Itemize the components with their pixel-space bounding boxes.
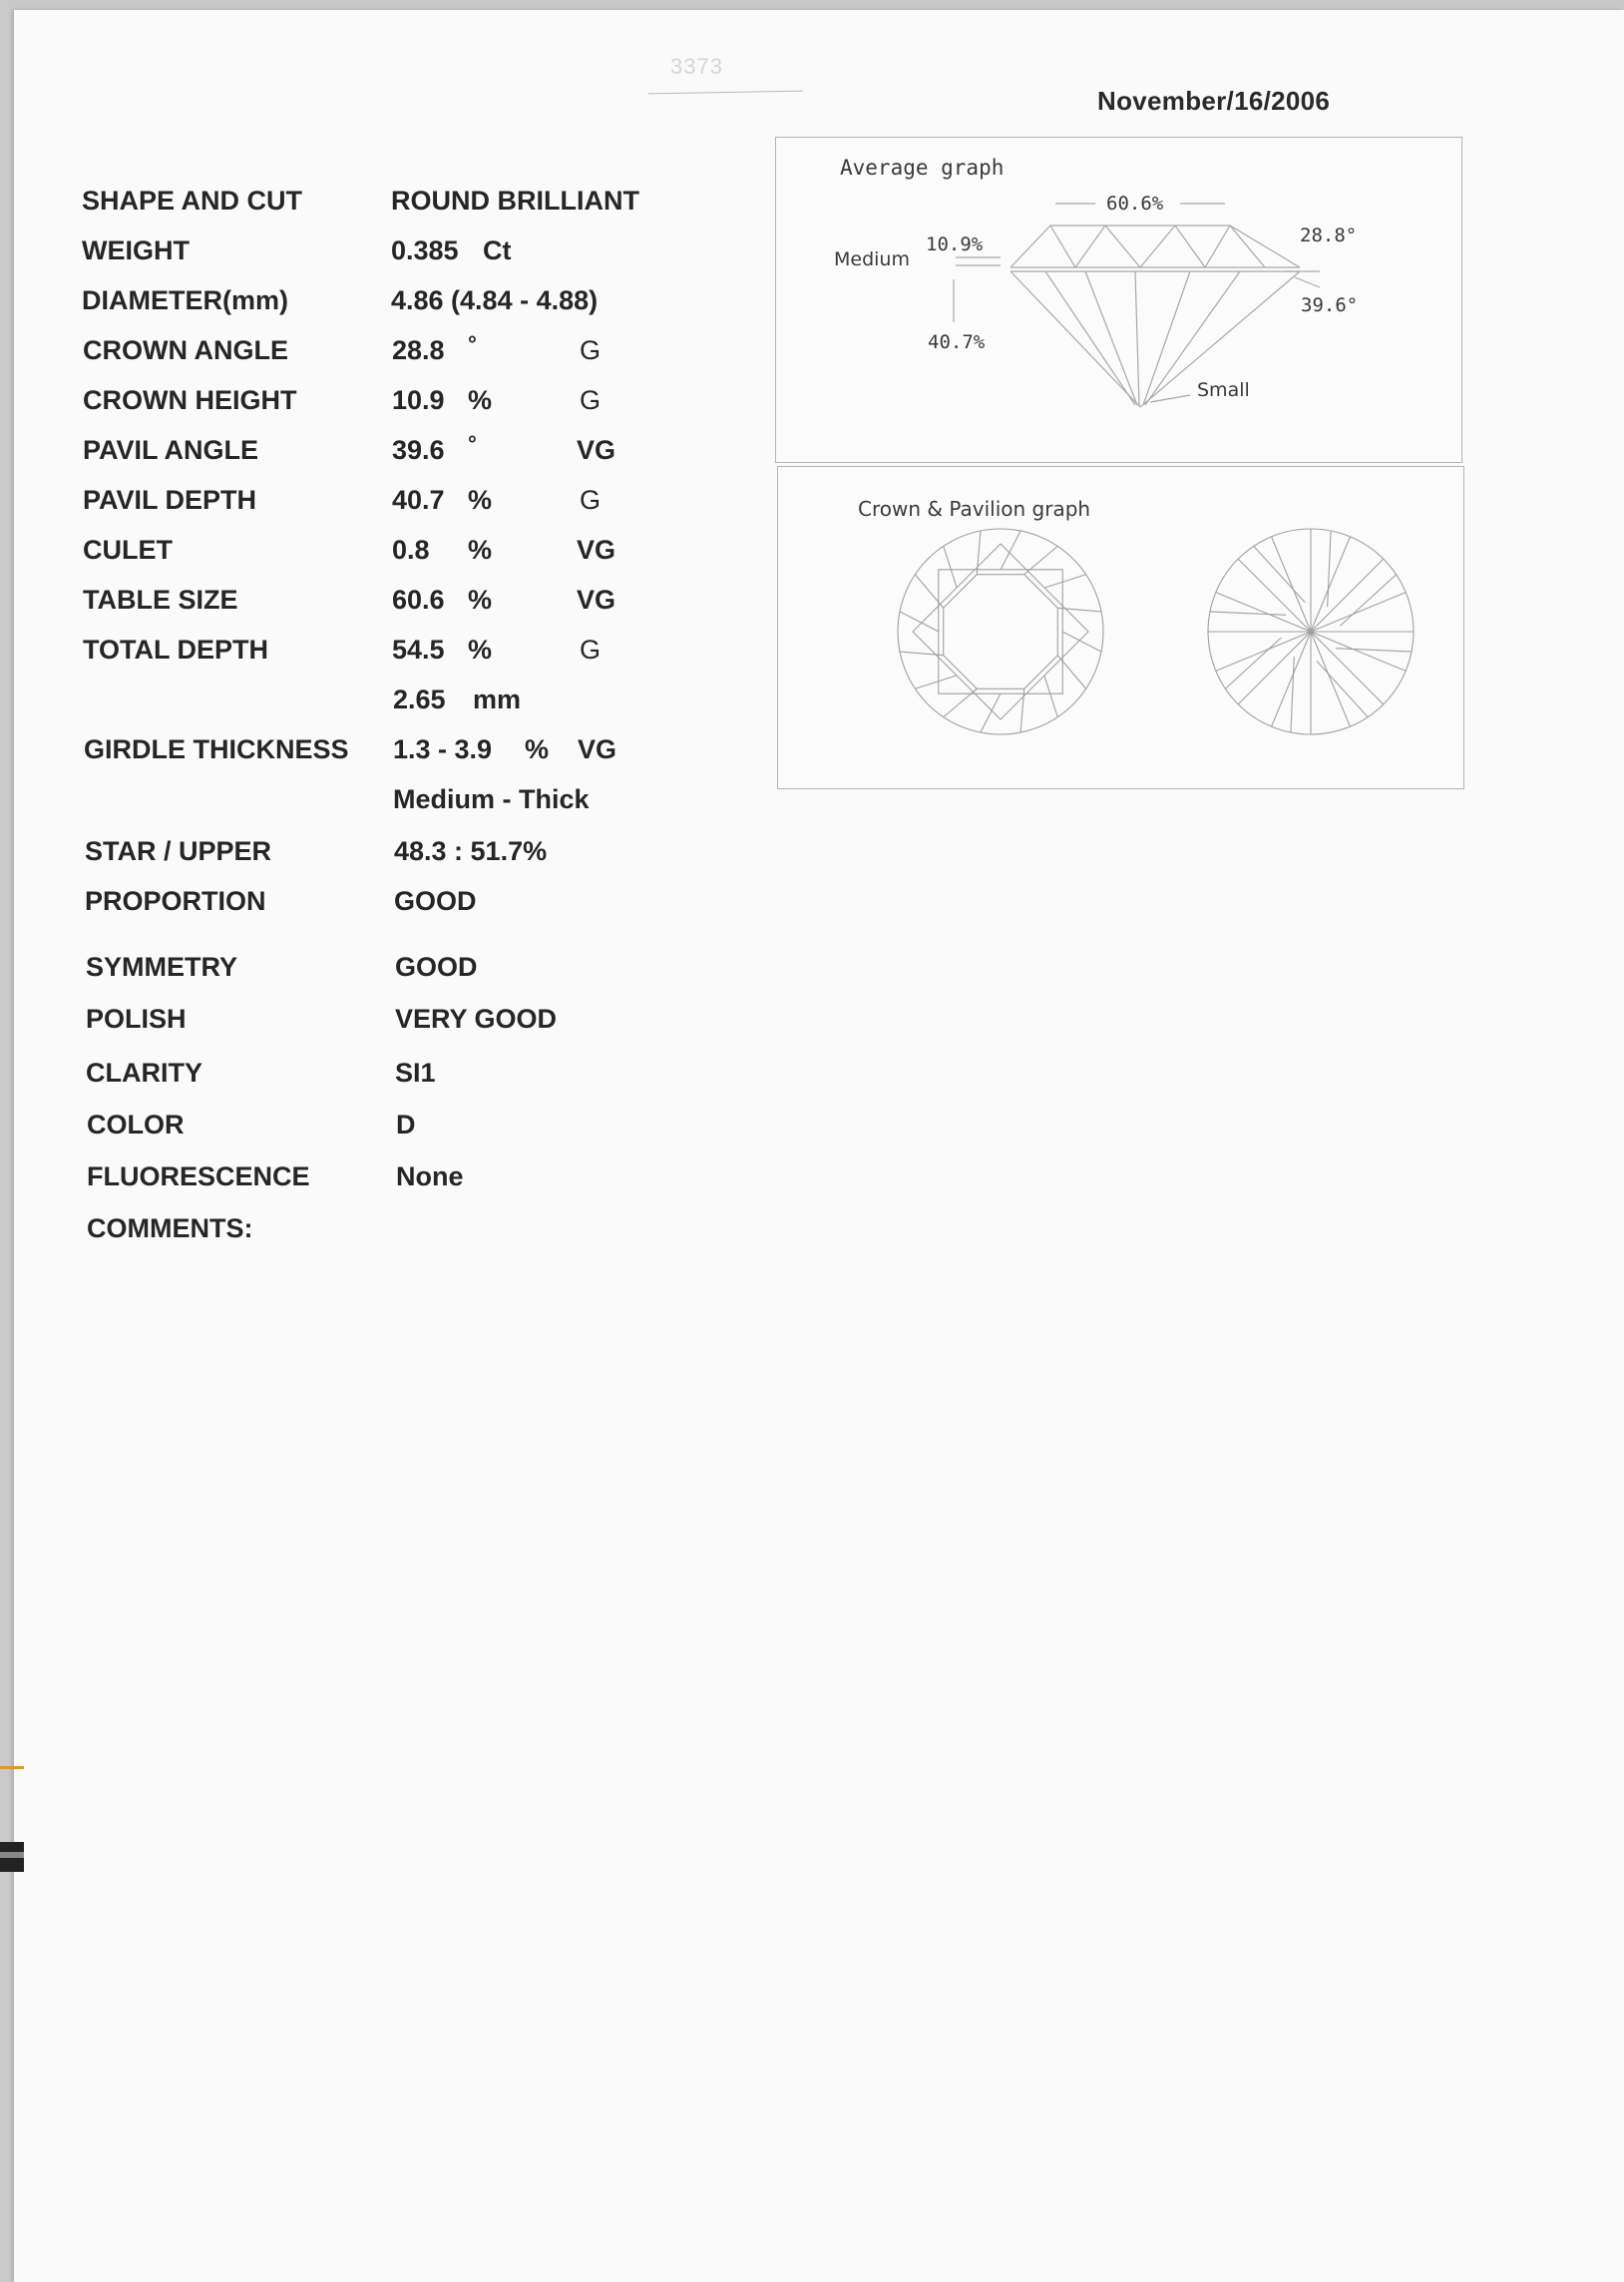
- spec-value: 1.3 - 3.9: [393, 734, 493, 764]
- average-graph-panel: [775, 137, 1462, 463]
- spec-row: [84, 734, 682, 774]
- spec-row: [85, 836, 683, 876]
- culet-label: Small: [1197, 379, 1250, 401]
- crown-pavilion-graph-panel: [777, 466, 1464, 789]
- spec-label: TOTAL DEPTH: [83, 635, 269, 665]
- pavilion-depth-label: 40.7%: [928, 331, 986, 353]
- spec-label: POLISH: [86, 1004, 187, 1034]
- spec-row: [86, 1058, 684, 1098]
- spec-grade: G: [580, 485, 602, 515]
- spec-value: Medium - Thick: [393, 784, 590, 814]
- spec-value: None: [396, 1161, 464, 1191]
- spec-value: 39.6: [392, 435, 445, 465]
- spec-value: 0.8: [392, 535, 430, 565]
- crown-height-label: 10.9%: [926, 233, 984, 255]
- spec-unit: %: [525, 734, 550, 764]
- spec-row: [83, 331, 681, 375]
- crown-angle-label: 28.8°: [1300, 225, 1358, 246]
- spec-unit: °: [468, 431, 477, 456]
- spec-value: GOOD: [395, 952, 478, 982]
- spec-unit: Ct: [483, 235, 512, 265]
- spec-unit: mm: [473, 685, 522, 714]
- spec-row: [83, 535, 681, 575]
- spec-row: [82, 186, 680, 226]
- spec-label: PROPORTION: [85, 886, 266, 916]
- spec-label: WEIGHT: [82, 235, 190, 265]
- faded-stamp: 3373: [670, 54, 723, 79]
- spec-value: 54.5: [392, 635, 445, 665]
- spec-row: [87, 1161, 685, 1201]
- spec-row: [86, 952, 684, 992]
- spec-row: [84, 784, 682, 824]
- spec-value: 2.65: [393, 685, 446, 714]
- spec-value: 4.86 (4.84 - 4.88): [391, 285, 599, 315]
- scan-edge-marks: [0, 1766, 24, 1886]
- spec-value: SI1: [395, 1058, 436, 1088]
- spec-label: DIAMETER(mm): [82, 285, 288, 315]
- spec-value: D: [396, 1110, 416, 1140]
- spec-label: PAVIL DEPTH: [83, 485, 257, 515]
- spec-value: 48.3 : 51.7%: [394, 836, 548, 866]
- diamond-profile-diagram: [776, 138, 1461, 462]
- spec-grade: VG: [578, 734, 617, 764]
- spec-value: 40.7: [392, 485, 445, 515]
- spec-label: COMMENTS:: [87, 1213, 253, 1243]
- spec-label: CLARITY: [86, 1058, 203, 1088]
- spec-row: [83, 485, 681, 525]
- spec-value: ROUND BRILLIANT: [391, 186, 639, 216]
- spec-grade: G: [580, 335, 602, 365]
- spec-grade: VG: [577, 585, 616, 615]
- spec-grade: VG: [577, 535, 616, 565]
- pavilion-bottom-view-diagram: [778, 467, 1463, 788]
- spec-label: GIRDLE THICKNESS: [84, 734, 349, 764]
- spec-row: [83, 431, 681, 475]
- spec-value: GOOD: [394, 886, 477, 916]
- spec-value: 10.9: [392, 385, 445, 415]
- spec-row: [83, 385, 681, 425]
- spec-grade: VG: [577, 435, 616, 465]
- spec-label: CROWN HEIGHT: [83, 385, 297, 415]
- girdle-label: Medium: [834, 248, 910, 270]
- spec-label: STAR / UPPER: [85, 836, 272, 866]
- crown-pavilion-graph-title: Crown & Pavilion graph: [858, 497, 1091, 521]
- spec-unit: %: [468, 485, 493, 515]
- spec-label: PAVIL ANGLE: [83, 435, 259, 465]
- spec-unit: °: [468, 331, 477, 356]
- spec-row: [86, 1004, 684, 1044]
- spec-label: CROWN ANGLE: [83, 335, 288, 365]
- spec-row: [87, 1110, 685, 1149]
- spec-unit: %: [468, 585, 493, 615]
- average-graph-title: Average graph: [840, 156, 1005, 180]
- spec-value: VERY GOOD: [395, 1004, 558, 1034]
- spec-label: CULET: [83, 535, 173, 565]
- spec-unit: %: [468, 385, 493, 415]
- spec-value: 0.385: [391, 235, 459, 265]
- spec-row: [83, 585, 681, 625]
- spec-label: SYMMETRY: [86, 952, 238, 982]
- spec-label: SHAPE AND CUT: [82, 186, 303, 216]
- spec-value: 28.8: [392, 335, 445, 365]
- spec-value: 60.6: [392, 585, 445, 615]
- table-percent-label: 60.6%: [1106, 193, 1164, 215]
- spec-grade: G: [580, 635, 602, 665]
- spec-label: FLUORESCENCE: [87, 1161, 310, 1191]
- spec-label: COLOR: [87, 1110, 185, 1140]
- spec-row: [82, 235, 680, 275]
- spec-row: [85, 886, 683, 926]
- spec-row: [87, 1213, 685, 1253]
- spec-unit: %: [468, 635, 493, 665]
- spec-row: [82, 285, 680, 325]
- spec-row: [83, 635, 681, 675]
- spec-unit: %: [468, 535, 493, 565]
- spec-label: TABLE SIZE: [83, 585, 238, 615]
- pavilion-angle-label: 39.6°: [1301, 294, 1359, 316]
- spec-grade: G: [580, 385, 602, 415]
- spec-row: [84, 685, 682, 724]
- report-date: November/16/2006: [1097, 86, 1331, 116]
